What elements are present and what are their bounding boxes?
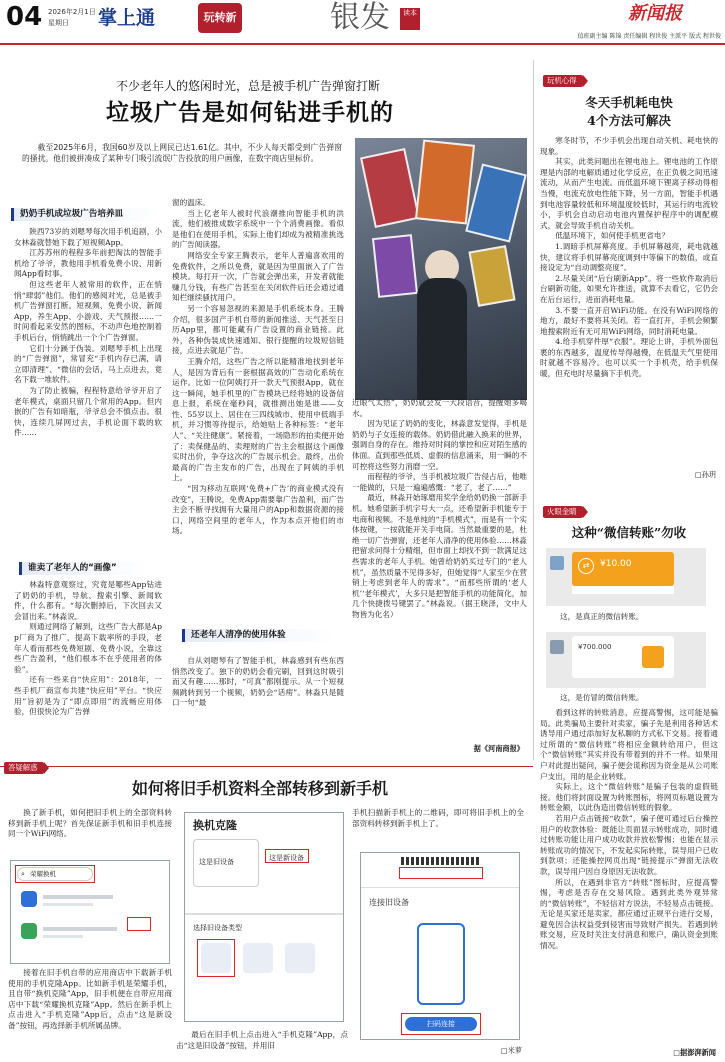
section-name: 银发 [330, 0, 390, 35]
shot2-select-type: 选择旧设备类型 [193, 924, 242, 932]
fake-transfer-card [546, 632, 706, 688]
column-name: 掌上通 [98, 7, 156, 29]
real-amount: ¥10.00 [600, 559, 632, 569]
paragraph: 实际上，这个“微信转账”是骗子包装的虚假链接。他们将封面设置为转账图标，将网页标题设置为转账金额，以此伪造出微信转账的假象。 [540, 782, 718, 813]
highlight-box [127, 917, 151, 931]
main-col2-bottom [172, 656, 344, 758]
fake-transfer-caption: 这，是仿冒的微信转账。 [560, 693, 644, 702]
paragraph: 寒冬时节，不少手机会出现自动关机、耗电快的现象。 [540, 136, 718, 156]
subhead-1: 奶奶手机成垃圾广告培养皿 [11, 208, 161, 221]
page-header [0, 0, 725, 44]
paragraph: 自从刘嗯琴有了智能手机，林淼感到有些东西悄然改变了。独下的奶奶会看完刷，回到这时吸引而又有趣……那时，“可真”都刚提示。从一个短视频跳转到另一个视频，奶奶会“话痨”。林淼只是随口一句“最 [172, 656, 344, 708]
page-number: 04 [6, 2, 43, 32]
column-badge: 玩转新 [198, 3, 242, 33]
phone-illustration [417, 923, 465, 1005]
fake-transfer-icon [642, 646, 664, 668]
highlight-box [265, 849, 309, 863]
side-top-tag: 玩机心得 [543, 75, 583, 87]
side-bottom-title: 这种“微信转账”勿收 [571, 525, 687, 540]
highlight-box [399, 867, 483, 879]
paragraph: 所以，在遇到非官方“转账”图标时，应提高警惕，考虑是否存在交易风险。遇到此类外观异常的“微信转账”，不轻信对方说法，不轻易点击链接。无论是买家还是卖家，都应通过正规平台进行交易，避免因合法权益受到侵害而导致财产损失。若遇到转账交易，应及时关注支付消息和账户，确认资金到账情况。 [540, 877, 718, 951]
bottom-col2 [176, 1030, 348, 1060]
paragraph: 4.给手机穿件厚“衣服”。理论上讲，手机外面包裹的东西越多，温度传导得越慢，在低温天气里使用时就越不容易冷。也可以买一个手机壳，给手机保暖，但充电时尽量摘下手机壳。 [540, 337, 718, 379]
issue-date: 2026年2月1日 [48, 8, 96, 16]
paragraph: 手机扫描新手机上的二维码，即可将旧手机上的全部资料转移到新手机上了。 [352, 808, 524, 828]
paragraph: 它们十分蹊于伪装。刘嗯琴手机上出现的“广告弹窗”，常冒充“手机内存已满，请立即清理”、“微信的会话，马上点进去，竟名下载一堆软件。 [14, 343, 162, 385]
qr-code-icon [401, 857, 481, 865]
bottom-title: 如何将旧手机资料全部转移到新手机 [131, 779, 388, 798]
side-top-byline: □孙玥 [694, 470, 716, 479]
app-icon [21, 891, 37, 907]
main-col1-top [14, 227, 162, 551]
main-kicker: 不少老年人的悠闲时光，总是被手机广告弹窗打断 [115, 79, 380, 93]
issue-weekday: 星期日 [48, 19, 69, 27]
real-transfer-caption: 这，是真正的微信转账。 [560, 612, 644, 621]
shot1-title: 荣耀换机 [30, 870, 56, 878]
subhead-3: 还老年人清净的使用体验 [182, 629, 334, 642]
avatar [550, 640, 564, 654]
avatar [550, 556, 564, 570]
bottom-col3 [352, 808, 524, 842]
side-top-title: 冬天手机耗电快 4个方法可解决 [585, 95, 673, 128]
phone-ad-illustration [355, 138, 527, 400]
paragraph: “因为移动互联网‘免费+广告’的商业模式没有改变”，王腾说，免费App需要靠广告盈利，而广告主会不断寻找拥有大量用户的App和数据资源的接口，网络空间里的老年人，作为本点开他们的市场。 [172, 484, 344, 536]
qr-connect-screenshot [360, 852, 520, 1040]
side-bottom-byline: □据澎湃新闻 [673, 1048, 716, 1057]
fake-amount: ¥700.000 [578, 643, 612, 651]
paragraph: 近眼气太热”，奶奶就会发一大段语音，提醒她多喝水。 [352, 398, 527, 418]
paragraph: 最后在旧手机上点击进入“手机克隆”App，点击“这是旧设备”按钮，并用旧 [176, 1030, 348, 1050]
paragraph: 看到这样的转账消息，应提高警惕，这可能是骗局。此类骗局主要针对卖家，骗子先是利用各种话术诱导用户通过添加好友私聊的方式私下交易。接着通过所谓的“微信转账”将相应金额转给用户，但这个“微信转账”其实并没有带着到的并不一样。如果用户对此提出疑问，骗子便会谎称因为资金是从公司账户支出，用的是企业转账。 [540, 708, 718, 781]
paragraph: 窗的温床。 [172, 198, 210, 207]
brand-icon [285, 943, 315, 973]
main-col2-top [172, 198, 344, 620]
paragraph: 但这些老年人被常用的软件，正在悄悄“肆弱”他们。他们的感阅对光，总是被手机广告弹窗打断。短视频、免费小说、新闻App，养生App、小游戏、天气预报……一时间看起来安然的图标，不动声色地控制着手机后台，悄悄跳出一个个广告弹窗。 [14, 279, 162, 342]
highlight-box [197, 939, 235, 977]
paragraph: 其实，此类问题出在锂电池上。锂电池的工作原理是内部的电解质通过化学反应，在正负极之间迅速流动，从而产生电流。而低温环境下锂离子移动得相当慢，电流充放电性能下降，另一方面，智能手机遇到电池容量较低和环境温度较低时，其运行的电流较小，手机会自动启动电池内置保护程序中的调配模式，就会导致手机自动关机。 [540, 157, 718, 230]
column-divider [533, 60, 534, 760]
bottom-col1-bottom [8, 968, 172, 1058]
app-store-screenshot [10, 860, 170, 964]
subhead-2: 谁卖了老年人的“画像” [19, 562, 145, 575]
clone-app-screenshot [184, 812, 344, 1022]
highlight-box [401, 1013, 481, 1035]
side-bottom-tag: 火眼金睛 [543, 506, 583, 518]
paragraph: 低温环境下，如何使手机更省电？ [555, 231, 670, 241]
paragraph: 1.调暗手机屏幕亮度。手机屏幕越亮，耗电就越快，建议将手机屏幕亮度调到中等偏下的数值，或直接设定为“自动调整亮度”。 [540, 241, 718, 273]
paragraph: 江苏苏州的程程多年前把淘汰的智能手机给了爷爷，教他用手机看免费小说、用新闻App看时事。 [14, 248, 162, 279]
bottom-section-rule [0, 766, 533, 767]
main-source: 据《河南商报》 [473, 744, 524, 753]
paragraph: 当上亿老年人被时代浪潮推向智能手机的洪流，他们被推成数字系统中一个个消费画像。看似是他们在使用手机，实际上他们却成为被精准挑选的广告阅读器。 [172, 208, 344, 250]
paragraph: 为了防止被骗，程程特意给爷爷开启了老年模式，桌面只留几个常用的App。但内嵌的广告有如暗瓶，爷爷总会不慎点击。很快，连续几屏网过去，手机论面下载的软件…… [14, 385, 162, 438]
header-rule [0, 43, 725, 45]
main-col3 [352, 398, 527, 740]
transfer-icon: ⇄ [578, 558, 594, 574]
side-top-body [540, 136, 718, 478]
shot2-title: 换机克隆 [193, 819, 237, 832]
paragraph: 另一个容易忽视的来源是手机系统本身。王腾介绍，很多国产手机自带的新闻推送、天气甚至日历App里，都可能藏有广告设置的商业链接。此外，各种伪装成快速通知、银行提醒的垃圾短信链接，点进去就是广告。 [172, 303, 344, 356]
real-transfer-card [546, 548, 706, 606]
section-sub-badge: 读本 [400, 8, 420, 30]
paragraph: 王腾介绍，这些广告之所以能精准地找到老年人，是因为背后有一套根据高效的广告动化系统在运作。比如一位阿姨打开一款天气预报App，就在这一瞬间，她手机里的广告模块已经将她的设备信息上报，系统在毫秒间，就推测出她是谁——女性、55岁以上、居住在三四线城市、使用中低端手机，并习惯等待提示，给她贴上各种标签：“老年人”、“关注健康”。紧接着，一场隐形的拍卖便开始了：卖保健品的、卖理财的广告主会根据这个画像实时出价，争夺这次的广告展示机会。最终，出价最高的广告主发布的广告，出现在了阿姨的手机上。 [172, 356, 344, 483]
paragraph: 若用户点击链接“收款”，骗子便可通过后台操控用户的收款体验：既能让页面显示转账成功，同时通过转账功能让用户成功收款并放松警惕；也能在显示转账成功的情况下，不发起实际转账，误导用户已收到款项；还能操控网页出现“链接提示”弹窗无法收款，误导用户因自身原因无法收款。 [540, 813, 718, 876]
shot2-new-device: 这是新设备 [269, 854, 304, 862]
shot3-connect: 连接旧设备 [369, 898, 409, 907]
editors-line: 值班副主编 陈锦 责任编辑 程世俊 主派平 版式 程世俊 [577, 33, 721, 40]
bottom-tag: 答疑解惑 [4, 762, 44, 774]
paragraph: 网络安全专家王腾表示，老年人普遍喜欢用的免费软件，之所以免费，就是因为里面嵌入了广告模块。每打开一次，广告就会弹出来，开发者就能赚几分钱，有些广告甚至在关闭软件后还会通过通知栏继续骚扰用户。 [172, 250, 344, 303]
paragraph: 而程程的爷爷，当手机被垃圾广告侵占后，他唯一能做的，只是一遍遍感慨：“老了，老了……” [352, 472, 527, 492]
paragraph: 换了新手机，如何把旧手机上的全部资料转移到新手机上呢？首先保证新手机和旧手机连接同一个WiFi网络。 [8, 808, 172, 839]
paragraph: 因为见证了奶奶的变化，林淼意发觉得，手机是奶奶与子女连接的载体。奶奶借此融入换来的世界，强调自身的存在。维持对时间的掌控和应对陌生感的体面。直到那些低质、虚假的信息涌来，用一瞬的不可控将这些努力消磨一空。 [352, 419, 527, 471]
main-headline: 垃圾广告是如何钻进手机的 [106, 99, 394, 126]
main-lead: 截至2025年6月，我国60岁及以上网民已达1.61亿。其中，不少人每天都受到广告弹窗的搔扰。他们被拼凑成了某种专门吸引流氓广告投放的用户画像，在数字商店里标价。 [22, 143, 342, 163]
paragraph: 则通过网络了解到，这些广告大都是App厂商为了推广，提高下载率所的手段，老年人看而那些免费短剧、免费小说，全靠这些广告盈利，“他们根本不在乎使用者的体验”。 [14, 622, 162, 674]
bottom-byline: □米萝 [500, 1046, 522, 1055]
search-icon: ⌕ [21, 870, 25, 878]
paragraph: 陕西73岁的刘嗯琴每次用手机追剧，小女林淼就替她下载了短视频App。 [14, 227, 162, 247]
side-bottom-body [540, 708, 718, 1044]
newspaper-logo: 新闻报 [628, 3, 682, 24]
paragraph: 最近，林淼开始琢磨用奖学金给奶奶换一部新手机。她希望新手机字号大一点，还希望新手机能专于电商和视频。不是单纯的“手机模式”，而是有一个实体按键，一按就能开关手电筒。当然最重要的是，杜绝一切广告弹窗，还老年人清净的使用体验……林淼把留求问得十分精细，但市面上却找不到一款满足这些需求的老年人手机。她曾给奶奶买过专门的“老人机”，虽然质量不见得多好，但她觉得“人家至少在营销上考虑到老年人的需求”。“而那些所谓的‘老人机’‘老年模式’，大多只是把智能手机的功能简化，加几个快捷拨号键罢了。”林淼说。（据王晓泽，文中人物皆为化名） [352, 493, 527, 619]
main-col1-bottom [14, 580, 162, 760]
paragraph: 林淼特意观察过，究竟是哪些App钻进了奶奶的手机，导航、搜索引擎、新闻软件，什么都有。“每次删掉后，下次回去又会冒出来。”林淼说。 [14, 580, 162, 621]
bottom-col1-top [8, 808, 172, 856]
paragraph: 2.尽量关闭“后台刷新App”。将一些软件取消后台刷新功能，如果允许推送，就算不去看它，它仍会在后台运行，进而消耗电量。 [540, 273, 718, 304]
app-icon [21, 923, 37, 939]
paragraph: 还有一些来自“快应用”：2018年，一些手机厂商宣布共建“快应用”平台。“快应用”旨初是为了“即点即用”的流畅应用体验，但很快沦为广告弹 [14, 675, 162, 717]
paragraph: 接着在旧手机自带的应用商店中下载新手机使用的手机克隆App。比如新手机是荣耀手机，且自带“换机克隆”App，旧手机便在自带应用商店中下载“荣耀换机克隆”App。然后在新手机上点击进入“手机克隆”App后，点击“这是新设备”按钮，再选择新手机所属品牌。 [8, 968, 172, 1030]
brand-icon [243, 943, 273, 973]
paragraph: 3.不要一直开启WiFi功能。在没有WiFi网络的地方，最好不要将其关闭。若一直打开，手机会频繁地搜索附近有无可用WiFi网络，同时消耗电量。 [540, 305, 718, 336]
shot3-scan-button: 扫码连接 [405, 1017, 477, 1031]
shot2-old-device: 这是旧设备 [199, 858, 234, 866]
highlight-box [15, 865, 95, 883]
